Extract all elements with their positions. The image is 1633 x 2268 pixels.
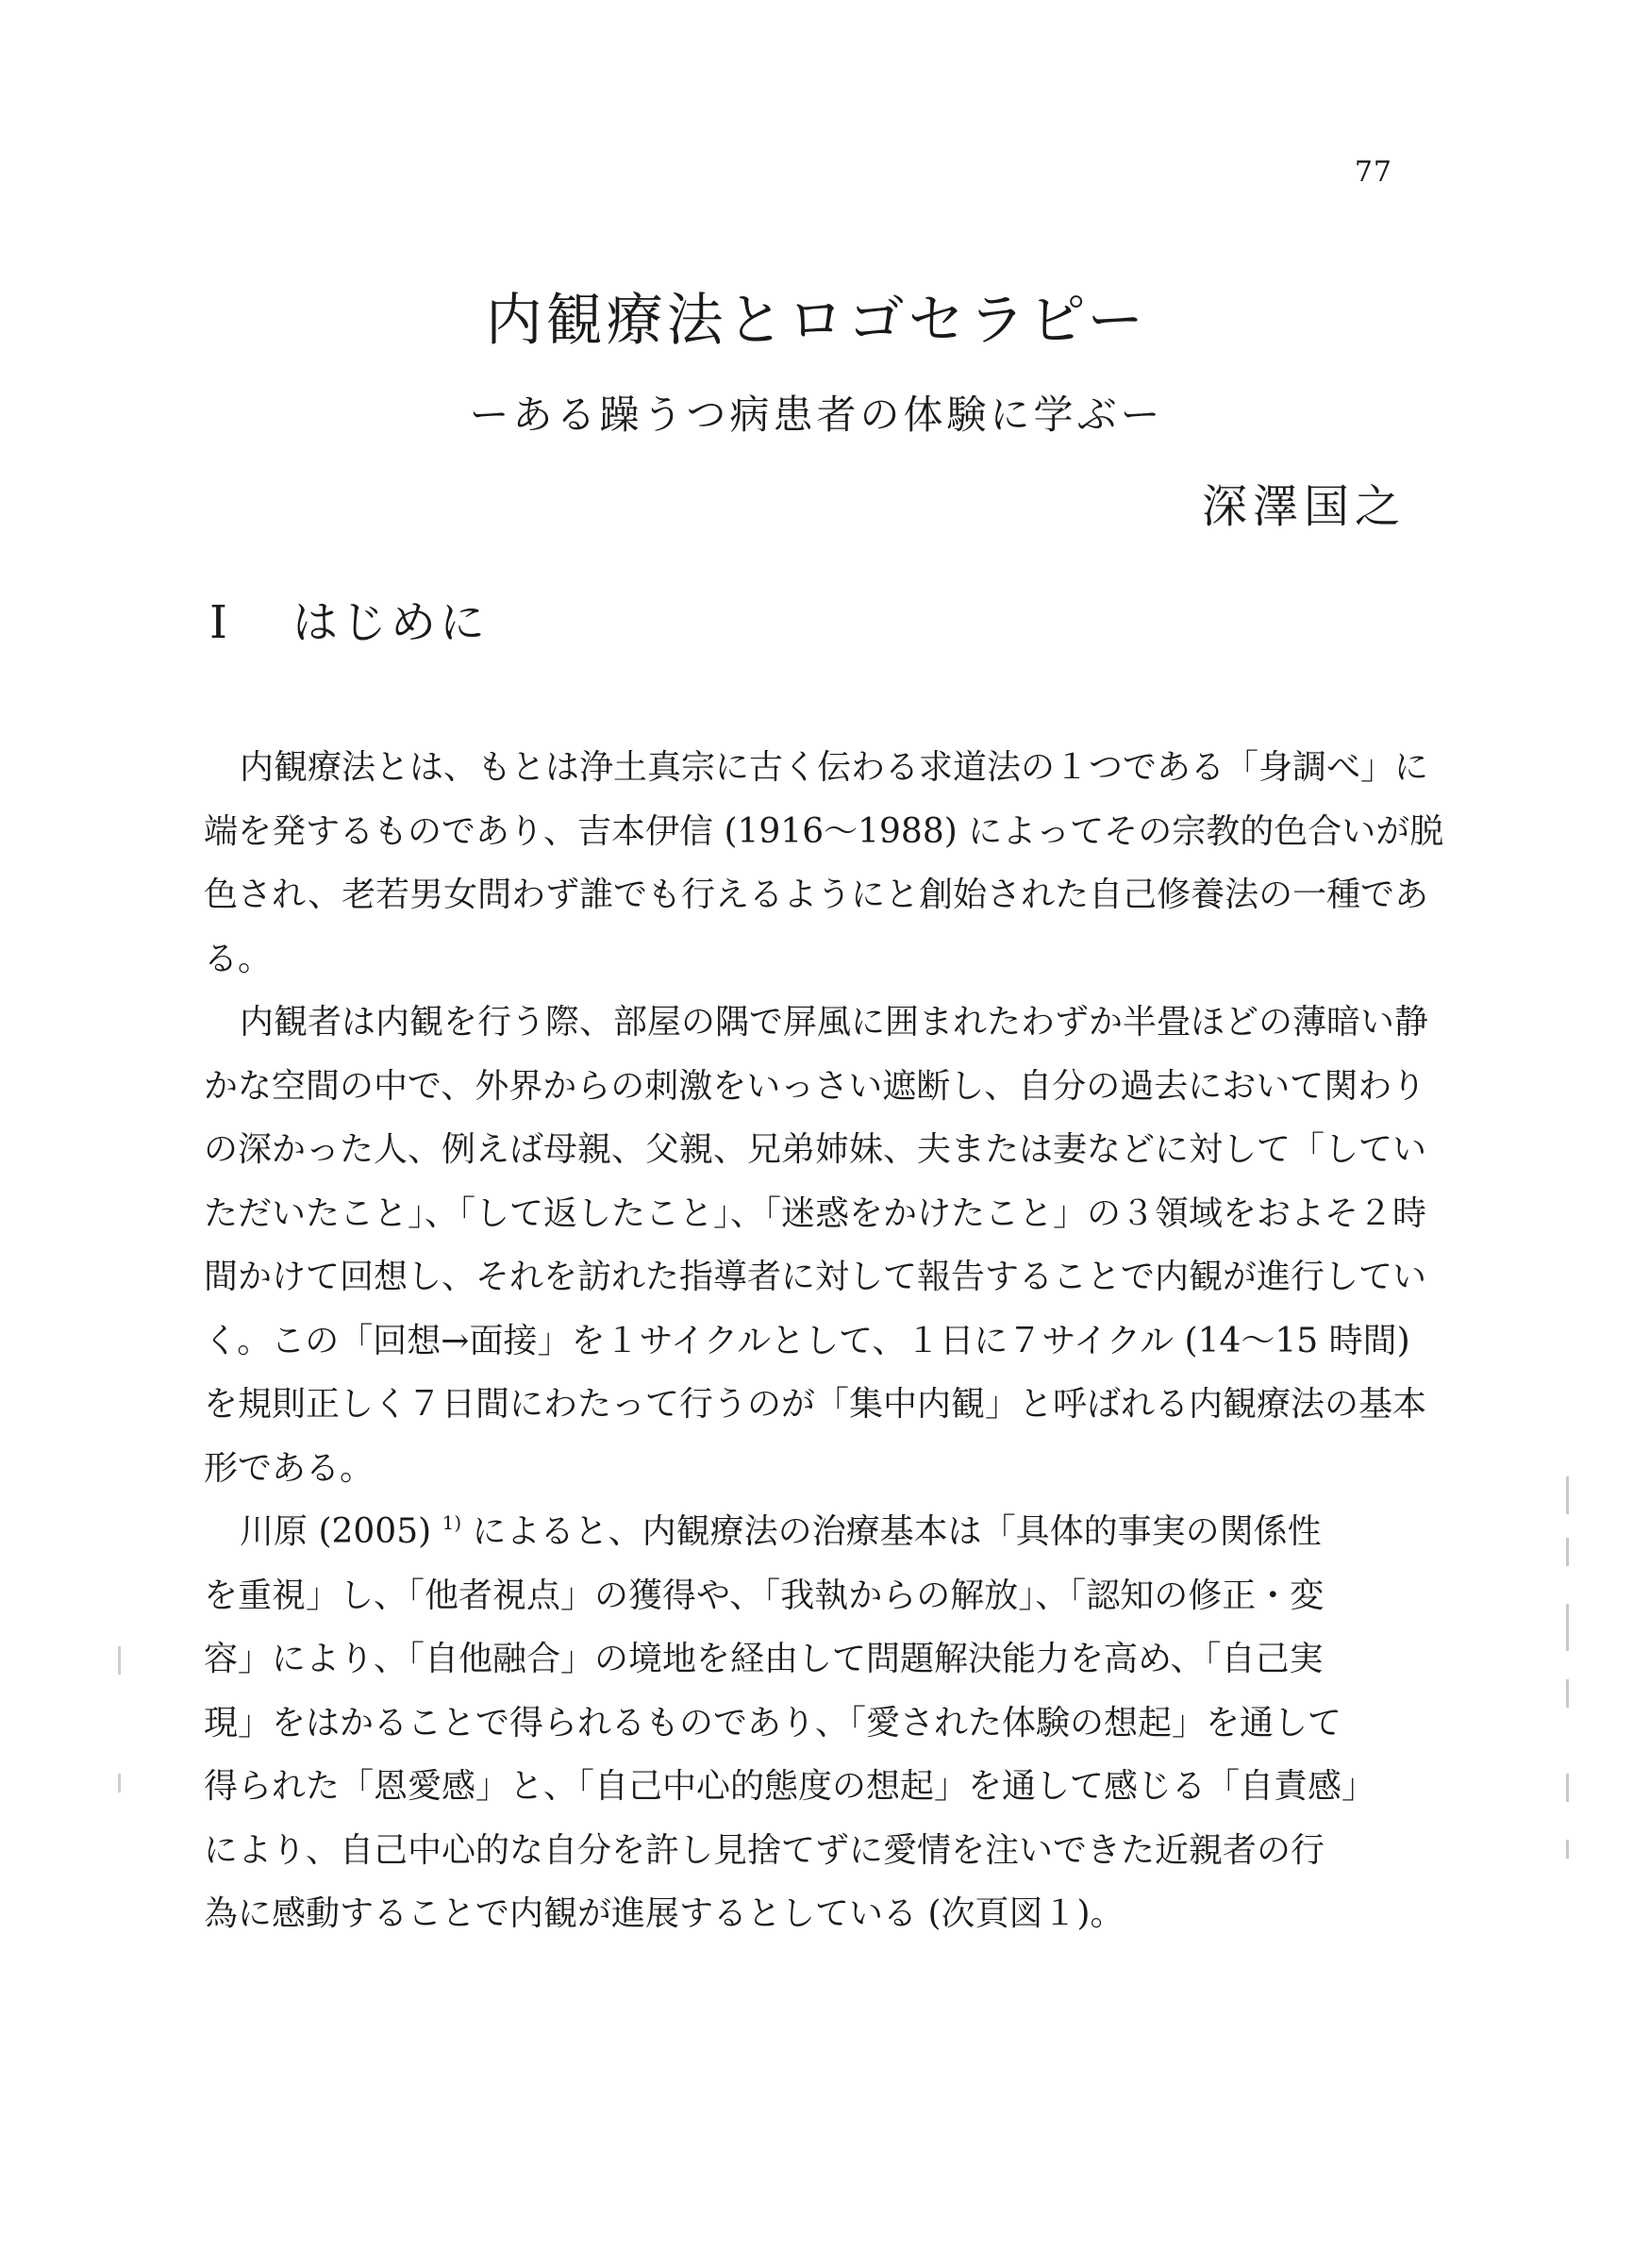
text-line: の深かった人、例えば母親、父親、兄弟姉妹、夫または妻などに対して「してい bbox=[204, 1130, 1427, 1169]
body-text bbox=[204, 736, 1444, 1946]
reference-marker: 1) bbox=[442, 1511, 462, 1534]
text-line: を重視」し、「他者視点」の獲得や、「我執からの解放」、「認知の修正・変 bbox=[204, 1576, 1325, 1615]
section-number: Ⅰ bbox=[209, 596, 231, 649]
scan-artifact bbox=[1566, 1774, 1569, 1802]
text-line: 現」をはかることで得られるものであり、「愛された体験の想起」を通して bbox=[204, 1703, 1342, 1743]
paragraph-1 bbox=[204, 736, 1444, 991]
text-line: 色され、老若男女問わず誰でも行えるようにと創始された自己修養法の一種であ bbox=[204, 876, 1429, 914]
text-line-continued: によると、内観療法の治療基本は「具体的事実の関係性 bbox=[461, 1512, 1322, 1551]
section-title: はじめに bbox=[292, 596, 490, 649]
text-line bbox=[204, 1500, 1402, 1564]
text-line: 間かけて回想し、それを訪れた指導者に対して報告することで内観が進行してい bbox=[204, 1258, 1427, 1296]
text-line: 為に感動することで内観が進展するとしている (次頁図１)。 bbox=[204, 1894, 1125, 1933]
paper-title: 内観療法とロゴセラピー bbox=[485, 288, 1148, 354]
page-number: 77 bbox=[1354, 156, 1392, 189]
paragraph-3 bbox=[204, 1500, 1402, 1946]
paper-subtitle: ーある躁うつ病患者の体験に学ぶー bbox=[469, 392, 1164, 438]
text-line: 形である。 bbox=[204, 1448, 375, 1488]
text-line: かな空間の中で、外界からの刺激をいっさい遮断し、自分の過去において関わり bbox=[204, 1066, 1426, 1106]
text-line: る。 bbox=[204, 939, 273, 978]
section-heading bbox=[209, 590, 489, 656]
text-line: 容」により、「自他融合」の境地を経由して問題解決能力を高め、「自己実 bbox=[204, 1640, 1324, 1678]
author-name: 深澤国之 bbox=[1201, 480, 1406, 533]
scan-artifact bbox=[118, 1646, 121, 1675]
scan-artifact bbox=[1566, 1840, 1569, 1859]
text-line: 端を発するものであり、吉本伊信 (1916〜1988) によってその宗教的色合いが脱 bbox=[204, 811, 1444, 851]
text-line: を規則正しく７日間にわたって行うのが「集中内観」と呼ばれる内観療法の基本 bbox=[204, 1385, 1427, 1424]
scan-artifact bbox=[1566, 1604, 1569, 1651]
text-line: 内観療法とは、もとは浄土真宗に古く伝わる求道法の１つである「身調べ」に bbox=[240, 748, 1429, 787]
text-line: ただいたこと」、「して返したこと」、「迷惑をかけたこと」の３領域をおよそ２時 bbox=[204, 1193, 1427, 1233]
text-line: く。この「回想→面接」を１サイクルとして、１日に７サイクル (14〜15 時間) bbox=[204, 1321, 1410, 1360]
paragraph-2 bbox=[204, 991, 1429, 1500]
text-line: 得られた「恩愛感」と、「自己中心的態度の想起」を通して感じる「自責感」 bbox=[204, 1767, 1376, 1806]
scan-artifact bbox=[1566, 1476, 1569, 1514]
scan-artifact bbox=[1566, 1679, 1569, 1708]
citation-author-year: 川原 (2005) bbox=[240, 1512, 442, 1551]
text-line: により、自己中心的な自分を許し見捨てずに愛情を注いできた近親者の行 bbox=[204, 1830, 1325, 1870]
scan-artifact bbox=[118, 1774, 121, 1793]
scan-artifact bbox=[1566, 1538, 1569, 1566]
text-line: 内観者は内観を行う際、部屋の隅で屏風に囲まれたわずか半畳ほどの薄暗い静 bbox=[240, 1003, 1429, 1042]
